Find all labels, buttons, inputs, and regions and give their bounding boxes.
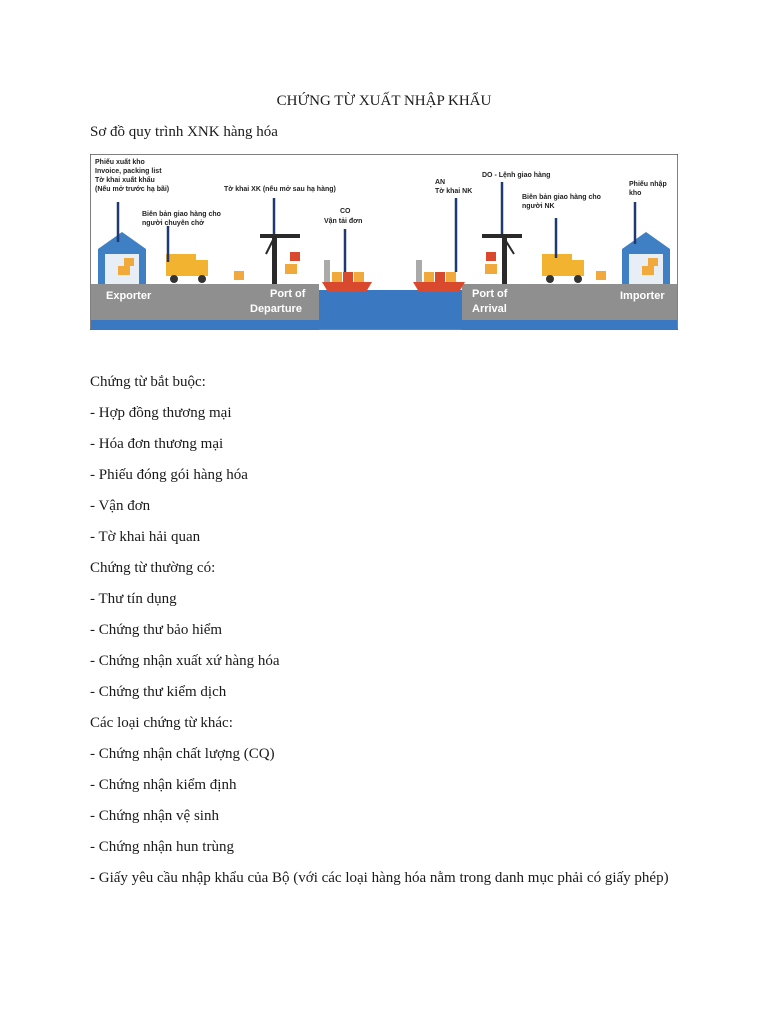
label-exporter-docs-1: Phiếu xuất kho	[95, 159, 145, 166]
label-bill-of-lading: Vận tải đơn	[324, 218, 363, 225]
label-exporter-docs-2: Invoice, packing list	[95, 168, 162, 175]
label-handover-exporter-1: Biên bản giao hàng cho	[142, 211, 221, 218]
label-an: AN	[435, 179, 446, 186]
list-item: - Phiếu đóng gói hàng hóa	[90, 467, 248, 483]
stage-importer: Importer	[620, 290, 665, 302]
label-handover-importer-2: người NK	[522, 203, 555, 210]
label-import-declaration: Tờ khai NK	[435, 188, 473, 195]
list-item: - Chứng nhận chất lượng (CQ)	[90, 746, 275, 762]
list-item: - Chứng nhận vệ sinh	[90, 808, 219, 824]
list-item: - Thư tín dụng	[90, 591, 177, 607]
label-exporter-docs-4: (Nếu mở trước hạ bãi)	[95, 186, 170, 193]
label-handover-exporter-2: người chuyên chở	[142, 220, 205, 227]
section-heading: Các loại chứng từ khác:	[90, 715, 233, 731]
label-handover-importer-1: Biên bản giao hàng cho	[522, 194, 601, 201]
stage-exporter: Exporter	[106, 290, 152, 302]
list-item: - Vận đơn	[90, 498, 151, 514]
list-item: - Hợp đồng thương mại	[90, 405, 232, 421]
list-item: - Tờ khai hải quan	[90, 529, 201, 545]
page-title: CHỨNG TỪ XUẤT NHẬP KHẨU	[276, 93, 492, 109]
water	[319, 290, 462, 329]
section-heading: Chứng từ bắt buộc:	[90, 374, 206, 390]
section-heading: Chứng từ thường có:	[90, 560, 216, 576]
stage-arrival-1: Port of	[472, 288, 508, 300]
label-co: CO	[340, 208, 351, 215]
list-item: - Chứng thư bảo hiểm	[90, 622, 223, 638]
label-export-declaration: Tờ khai XK (nếu mở sau hạ hàng)	[224, 186, 336, 193]
list-item: - Chứng nhận hun trùng	[90, 839, 234, 855]
label-delivery-order: DO - Lệnh giao hàng	[482, 172, 551, 179]
import-export-process-diagram	[90, 154, 678, 330]
label-import-warehouse-2: kho	[629, 190, 642, 197]
label-exporter-docs-3: Tờ khai xuất khẩu	[95, 177, 155, 184]
document-body	[90, 372, 730, 899]
list-item: - Chứng nhận xuất xứ hàng hóa	[90, 653, 280, 669]
list-item: - Giấy yêu cầu nhập khẩu của Bộ (với các loại hàng hóa nằm trong danh mục phải có giấy phép)	[90, 870, 669, 886]
stage-departure-1: Port of	[270, 288, 306, 300]
stage-arrival-2: Arrival	[472, 303, 507, 315]
diagram-caption: Sơ đồ quy trình XNK hàng hóa	[90, 124, 278, 140]
list-item: - Hóa đơn thương mại	[90, 436, 224, 452]
list-item: - Chứng nhận kiểm định	[90, 777, 237, 793]
label-import-warehouse-1: Phiếu nhập	[629, 181, 667, 188]
stage-departure-2: Departure	[250, 303, 302, 315]
list-item: - Chứng thư kiểm dịch	[90, 684, 227, 700]
